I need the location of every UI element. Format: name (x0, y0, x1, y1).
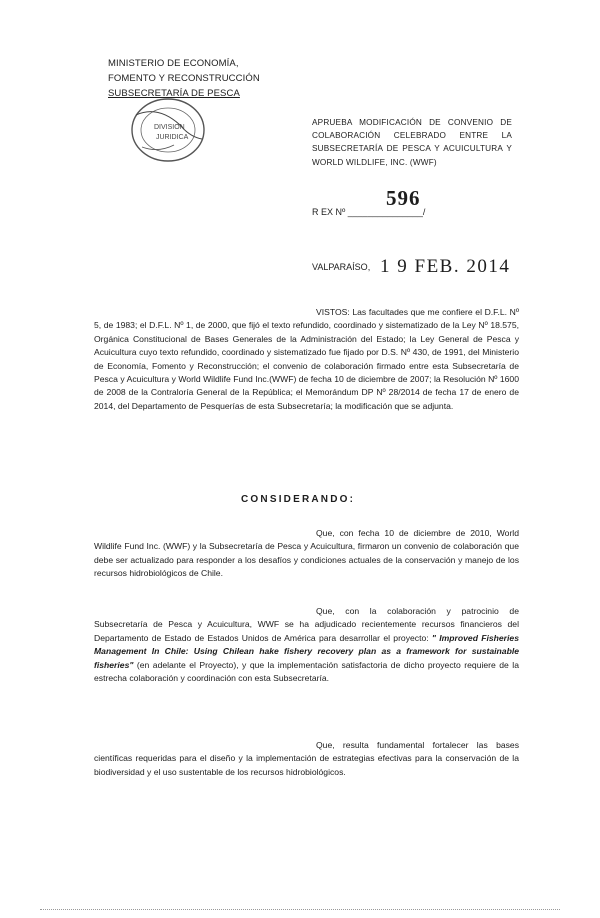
considerando-paragraph-1: Que, con fecha 10 de diciembre de 2010, World Wildlife Fund Inc. (WWF) y la Subsecretaría de Pesca y Acuicultura, firmaron un convenio de colaboración que debe ser actualizado para responder a los desafíos y condiciones actuales de la conservación y manejo de los recursos hidrobiológicos de Chile. (94, 528, 519, 579)
ministry-line-2: FOMENTO Y RECONSTRUCCIÓN (108, 73, 260, 84)
considerando-paragraph-2 (94, 605, 519, 685)
resolution-label: R EX Nº _______________/ (312, 207, 426, 217)
seal-text-2: JURIDICA (156, 134, 189, 141)
division-juridica-seal (128, 95, 208, 165)
considerando-2-part-b: (en adelante el Proyecto), y que la implementación satisfactoria de dicho proyecto requiere de la estrecha colaboración y coordinación con esta Subsecretaría. (94, 659, 519, 684)
vistos-paragraph: VISTOS: Las facultades que me confiere el D.F.L. Nº 5, de 1983; el D.F.L. Nº 1, de 2000, que fijó el texto refundido, coordinado y sistematizado de la Ley Nº 18.575, Orgánica Constitucional de Bases Generales de la Administración del Estado; la Ley General de Pesca y Acuicultura cuyo texto refundido, coordinado y sistematizado fue fijado por D.S. Nº 430, de 1991, del Ministerio de Economía, Fomento y Reconstrucción; el convenio de colaboración firmado entre esta Subsecretaría de Pesca y Acuicultura y World Wildlife Fund Inc.(WWF) de fecha 10 de diciembre de 2007; la Resolución Nº 1600 de 2008 de la Contraloría General de la República; el Memorándum DP Nº 28/2014 de fecha 17 de enero de 2014, del Departamento de Pesquerías de esta Subsecretaría; la modificación que se adjunta. (94, 307, 519, 411)
project-title: " Improved Fisheries Management In Chile: Using Chilean hake fishery recovery plan as a framework for sustainable fisheries" (94, 632, 519, 670)
resolution-date: 1 9 FEB. 2014 (380, 256, 511, 277)
considerando-2-part-a: Que, con la colaboración y patrocinio de Subsecretaría de Pesca y Acuicultura, WWF se ha adjudicado recientemente recursos financieros del Departamento de Estado de Estados Unidos de América para desarrollar el proyecto: (94, 606, 519, 643)
place: VALPARAÍSO, (312, 262, 371, 272)
resolution-number: 596 (386, 186, 421, 210)
seal-text-1: DIVISION (154, 124, 185, 131)
considerando-paragraph-3: Que, resulta fundamental fortalecer las bases científicas requeridas para el diseño y la implementación de estrategias efectivas para la conservación de la biodiversidad y el uso sustentable de los recursos hidrobiológicos. (94, 740, 519, 777)
resolution-title: APRUEBA MODIFICACIÓN DE CONVENIO DE COLABORACIÓN CELEBRADO ENTRE LA SUBSECRETARÍA DE PESCA Y ACUICULTURA Y WORLD WILDLIFE, INC. (WWF) (312, 118, 512, 167)
ministry-line-3: SUBSECRETARÍA DE PESCA (108, 88, 240, 99)
considerando-heading: CONSIDERANDO: (241, 494, 356, 505)
footer-divider (40, 909, 560, 910)
ministry-line-1: MINISTERIO DE ECONOMÍA, (108, 58, 239, 69)
